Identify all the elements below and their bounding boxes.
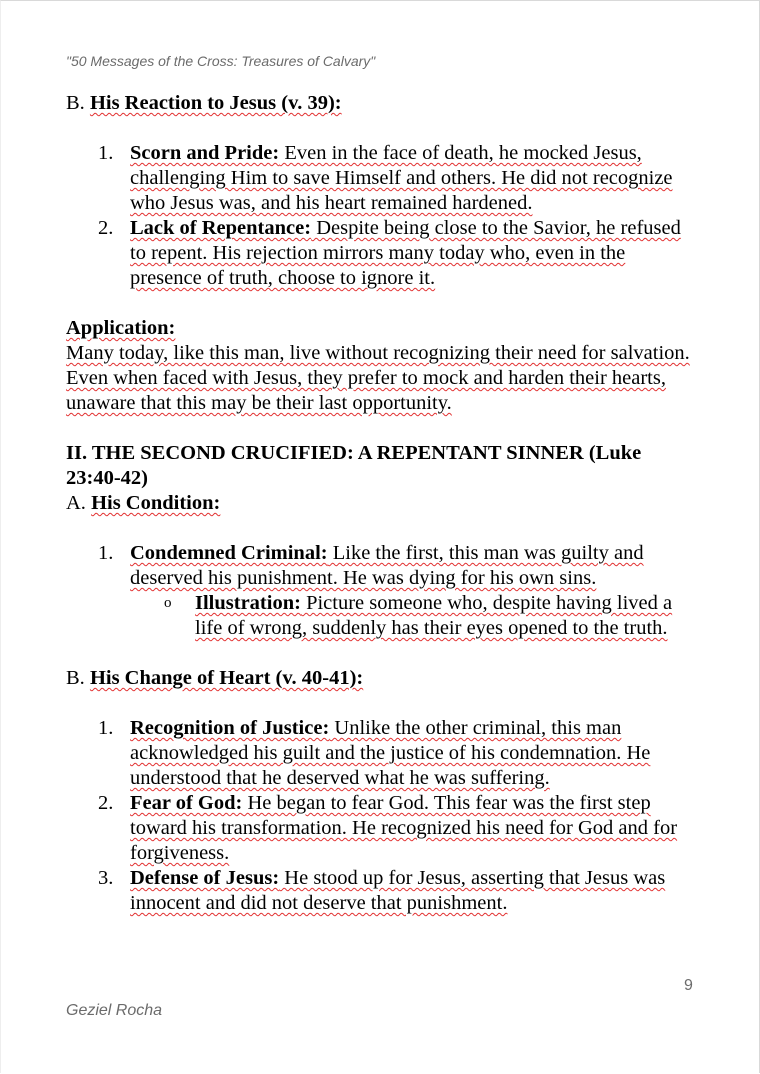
document-header: "50 Messages of the Cross: Treasures of Calvary" — [66, 53, 376, 69]
list-item: 1. Scorn and Pride: Even in the face of death, he mocked Jesus, challenging Him to save Himself and others. He did not recognize who Jesus was, and his heart remained hardened. — [98, 142, 673, 214]
section-a-heading: A. His Condition: — [66, 492, 221, 514]
page-number: 9 — [684, 977, 693, 994]
application-body: Many today, like this man, live without recognizing their need for salvation. Even when faced with Jesus, they prefer to mock and harden their hearts, unaware that this may be their last opportunity. — [66, 342, 690, 414]
section-b2-list — [66, 716, 696, 916]
list-item: 3. Defense of Jesus: He stood up for Jesus, asserting that Jesus was innocent and did not deserve that punishment. — [98, 867, 666, 914]
list-item: 1. Condemned Criminal: Like the first, this man was guilty and deserved his punishment. He was dying for his own sins. o Illustration: Picture someone who, despite having lived a life of wrong, suddenly has their eyes opened to the truth. — [66, 541, 696, 641]
list-item: 2. Lack of Repentance: Despite being close to the Savior, he refused to repent. His rejection mirrors many today who, even in the presence of truth, choose to ignore it. — [98, 217, 681, 289]
section-a-sublist — [130, 591, 696, 641]
section-a-list — [66, 541, 696, 641]
section-b2-heading: B. His Change of Heart (v. 40-41): — [66, 667, 364, 689]
section-ii-heading: II. THE SECOND CRUCIFIED: A REPENTANT SINNER (Luke 23:40-42) — [66, 442, 642, 489]
application-heading: Application: — [66, 317, 176, 339]
list-item: 2. Fear of God: He began to fear God. This fear was the first step toward his transformation. He recognized his need for God and for forgiveness. — [98, 792, 678, 864]
footer-author: Geziel Rocha — [66, 1002, 163, 1019]
list-item: o Illustration: Picture someone who, despite having lived a life of wrong, suddenly has their eyes opened to the truth. — [164, 592, 673, 639]
section-b1-list — [66, 141, 696, 291]
bullet: o — [164, 595, 172, 611]
section-b1-heading: B. His Reaction to Jesus (v. 39): — [66, 92, 342, 114]
document-body — [66, 91, 696, 916]
list-item: 1. Recognition of Justice: Unlike the other criminal, this man acknowledged his guilt and the justice of his condemnation. He understood that he deserved what he was suffering. — [98, 717, 651, 789]
